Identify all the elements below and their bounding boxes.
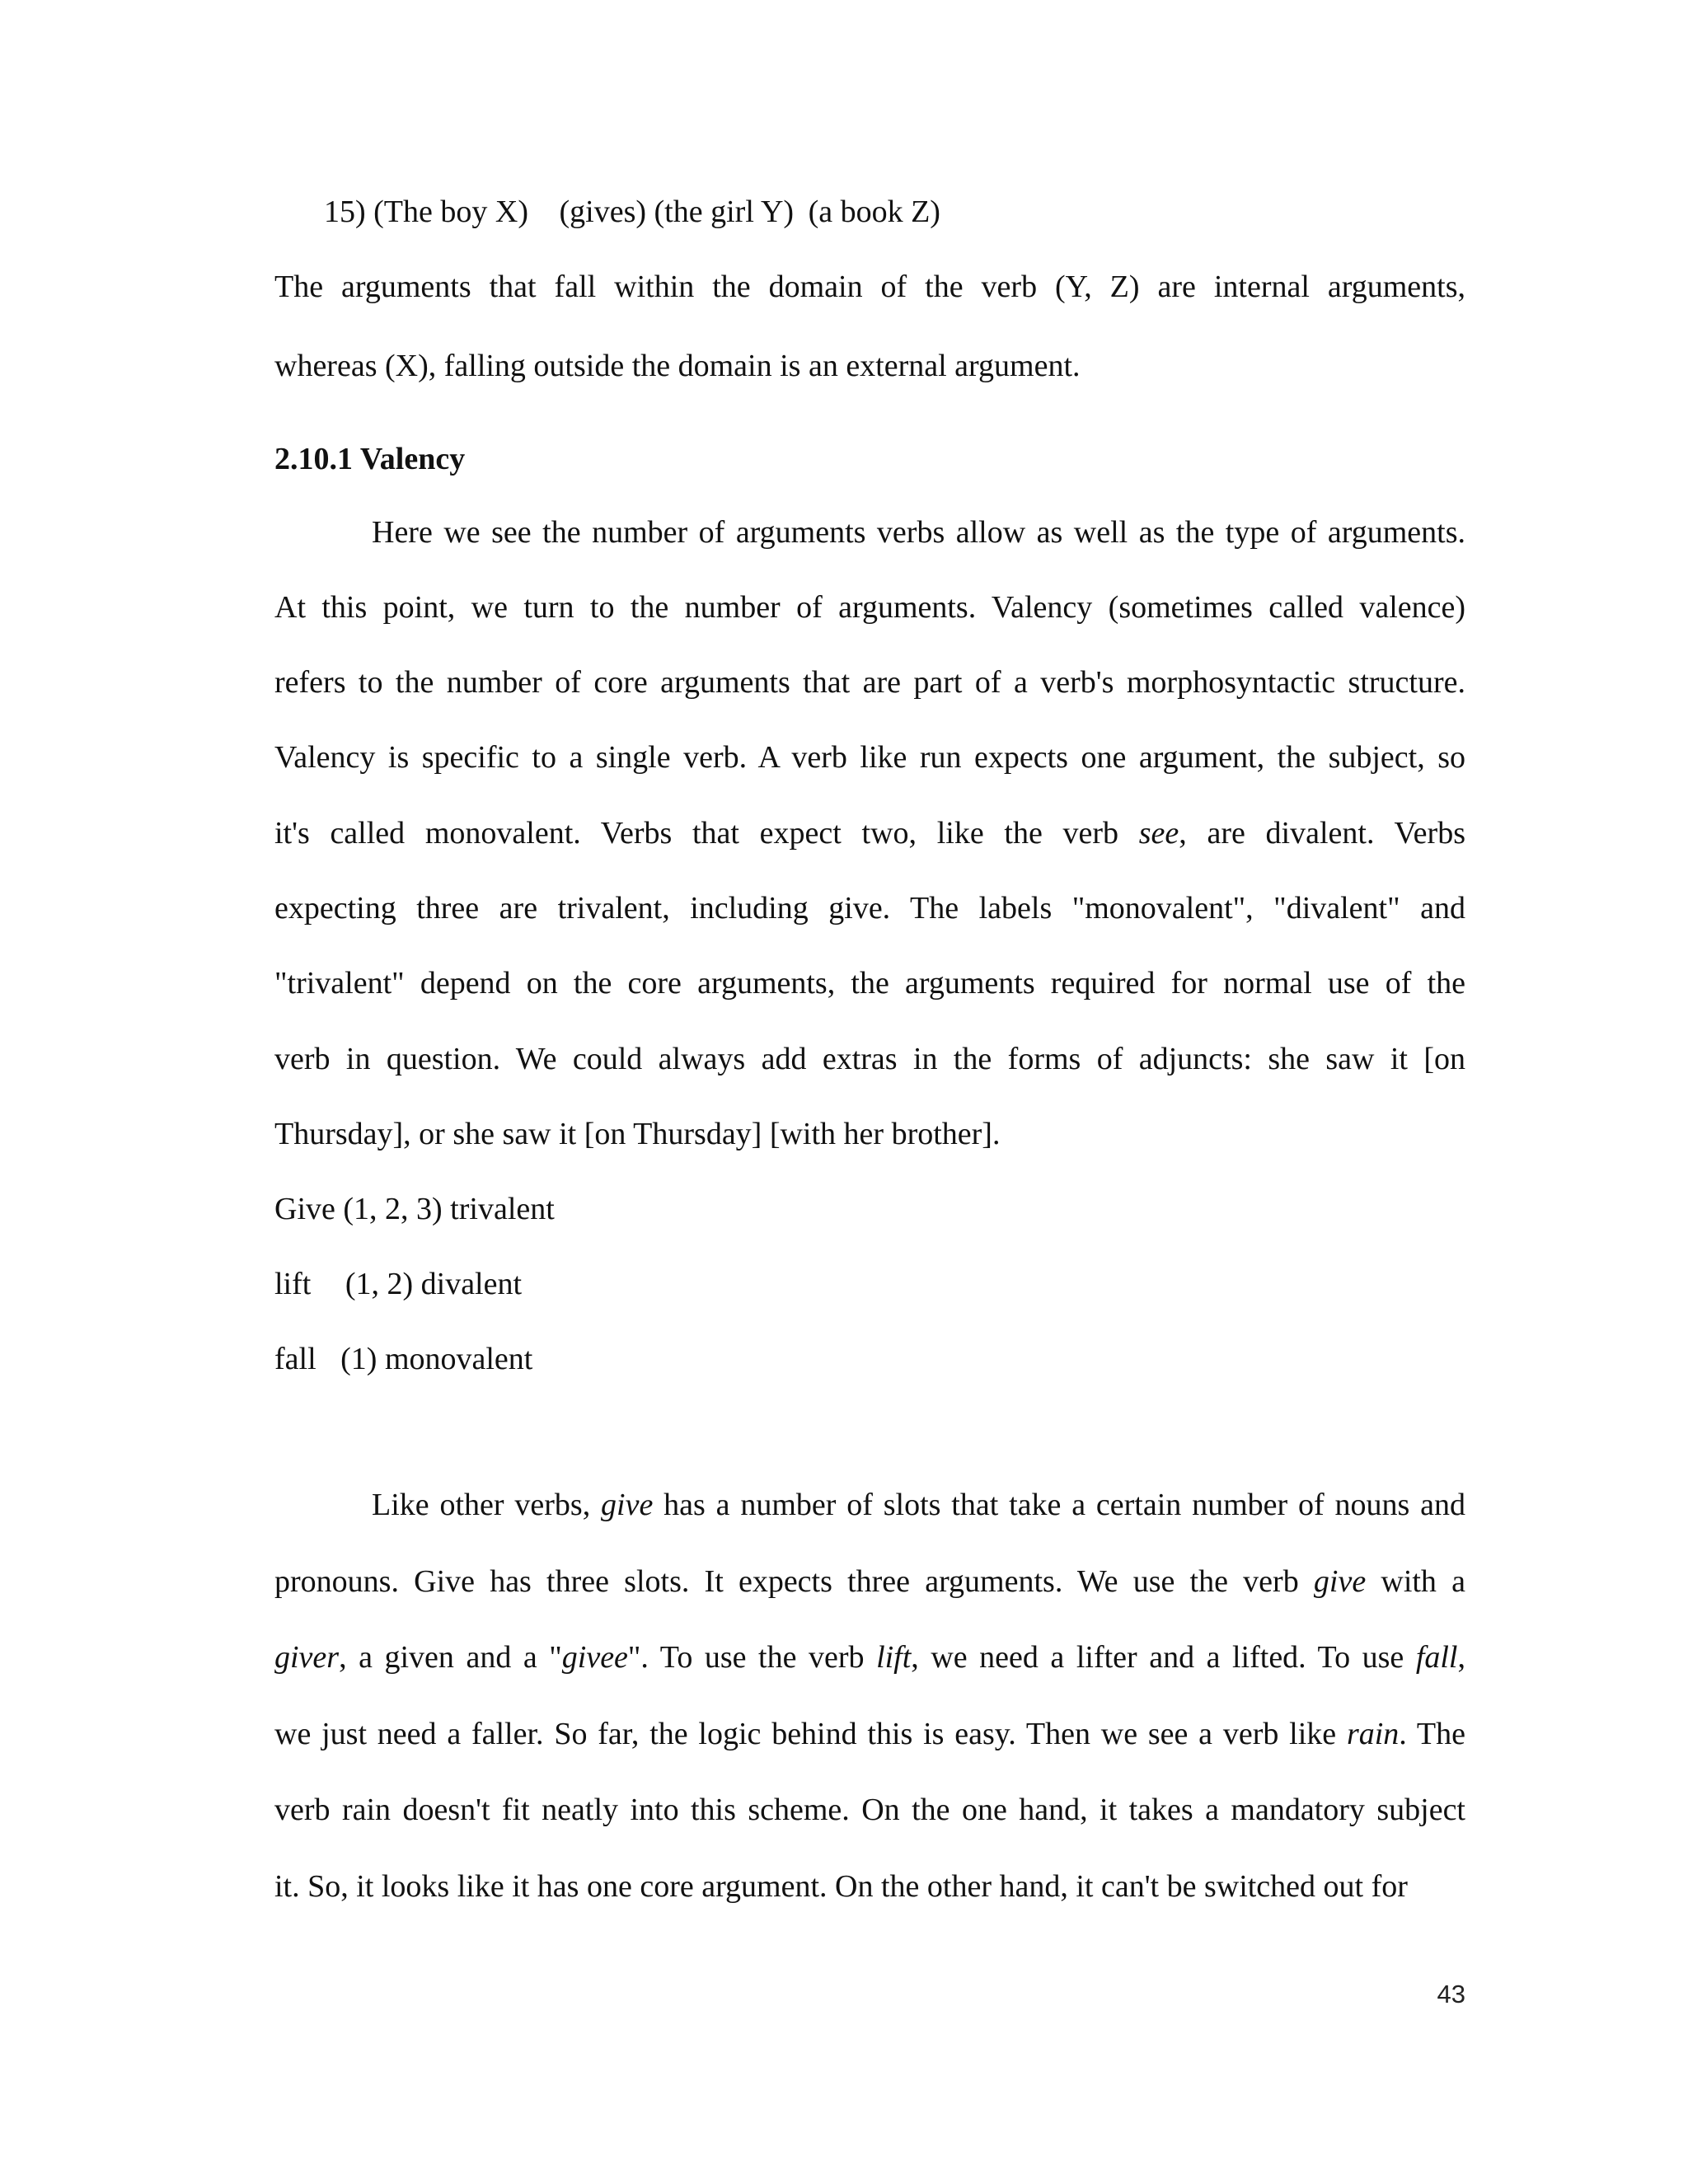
example-arg-z: (a book Z) xyxy=(808,194,940,229)
text-run: , a given and a " xyxy=(339,1640,562,1675)
italic-term: rain xyxy=(1346,1717,1400,1751)
example-verb: (gives) xyxy=(559,194,647,229)
section-heading: 2.10.1 Valency xyxy=(274,442,466,476)
paragraph-line: refers to the number of core arguments that are part of a verb's morphosyntactic structure. xyxy=(274,665,1465,700)
text-run: has a number of slots that take a certain number of nouns and xyxy=(653,1488,1465,1522)
paragraph-line: verb rain doesn't fit neatly into this scheme. On the one hand, it takes a mandatory subject xyxy=(274,1793,1465,1827)
paragraph-line xyxy=(274,1638,1465,1677)
page-number: 43 xyxy=(1437,1980,1465,2008)
valency-verb: Give xyxy=(274,1192,335,1226)
text-run: pronouns. Give has three slots. It expects three arguments. We use the verb xyxy=(274,1564,1314,1599)
italic-term: give xyxy=(1313,1564,1367,1599)
paragraph-line xyxy=(372,1485,1465,1525)
italic-term: giver xyxy=(274,1640,340,1675)
paragraph-line xyxy=(274,1714,1465,1754)
valency-verb: fall xyxy=(274,1342,316,1376)
text-run: . The xyxy=(1399,1717,1465,1751)
text-run: it's called monovalent. Verbs that expect two, like the verb xyxy=(274,816,1139,851)
text-run: with a xyxy=(1366,1564,1465,1599)
paragraph-line: Here we see the number of arguments verbs allow as well as the type of arguments. xyxy=(372,515,1465,550)
example-number: 15) xyxy=(324,194,366,229)
valency-args: (1, 2, 3) trivalent xyxy=(343,1192,555,1226)
valency-list-item xyxy=(274,1339,1465,1379)
text-run: we just need a faller. So far, the logic behind this is easy. Then we see a verb like xyxy=(274,1717,1347,1751)
italic-term: see xyxy=(1138,816,1179,851)
paragraph-line: Valency is specific to a single verb. A verb like run expects one argument, the subject, so xyxy=(274,740,1465,775)
paragraph-line: expecting three are trivalent, including give. The labels "monovalent", "divalent" and xyxy=(274,891,1465,926)
italic-term: givee xyxy=(561,1640,628,1675)
text-run: ". To use the verb xyxy=(627,1640,877,1675)
text-run: , we need a lifter and a lifted. To use xyxy=(911,1640,1416,1675)
italic-term: fall xyxy=(1415,1640,1458,1675)
paragraph-line: whereas (X), falling outside the domain is an external argument. xyxy=(274,349,1081,383)
paragraph-line xyxy=(274,1562,1465,1601)
text-run: Like other verbs, xyxy=(372,1488,602,1522)
valency-verb: lift xyxy=(274,1267,312,1301)
italic-term: give xyxy=(601,1488,654,1522)
valency-args: (1) monovalent xyxy=(340,1342,533,1376)
paragraph-line xyxy=(274,813,1465,853)
paragraph-line: Thursday], or she saw it [on Thursday] [with her brother]. xyxy=(274,1117,1001,1151)
paragraph-line: At this point, we turn to the number of arguments. Valency (sometimes called valence) xyxy=(274,590,1465,625)
paragraph-line: it. So, it looks like it has one core argument. On the other hand, it can't be switched out for xyxy=(274,1869,1408,1904)
valency-list-item xyxy=(274,1189,1465,1229)
example-arg-x: (The boy X) xyxy=(373,194,528,229)
valency-list-item xyxy=(274,1264,1465,1304)
paragraph-line: The arguments that fall within the domain of the verb (Y, Z) are internal arguments, xyxy=(274,269,1465,304)
example-arg-y: (the girl Y) xyxy=(654,194,795,229)
example-15 xyxy=(324,192,1515,232)
text-run: , are divalent. Verbs xyxy=(1179,816,1465,851)
text-run: , xyxy=(1457,1640,1465,1675)
italic-term: lift xyxy=(876,1640,912,1675)
paragraph-line: "trivalent" depend on the core arguments, the arguments required for normal use of the xyxy=(274,966,1465,1001)
paragraph-line: verb in question. We could always add extras in the forms of adjuncts: she saw it [on xyxy=(274,1042,1465,1076)
valency-args: (1, 2) divalent xyxy=(345,1267,523,1301)
